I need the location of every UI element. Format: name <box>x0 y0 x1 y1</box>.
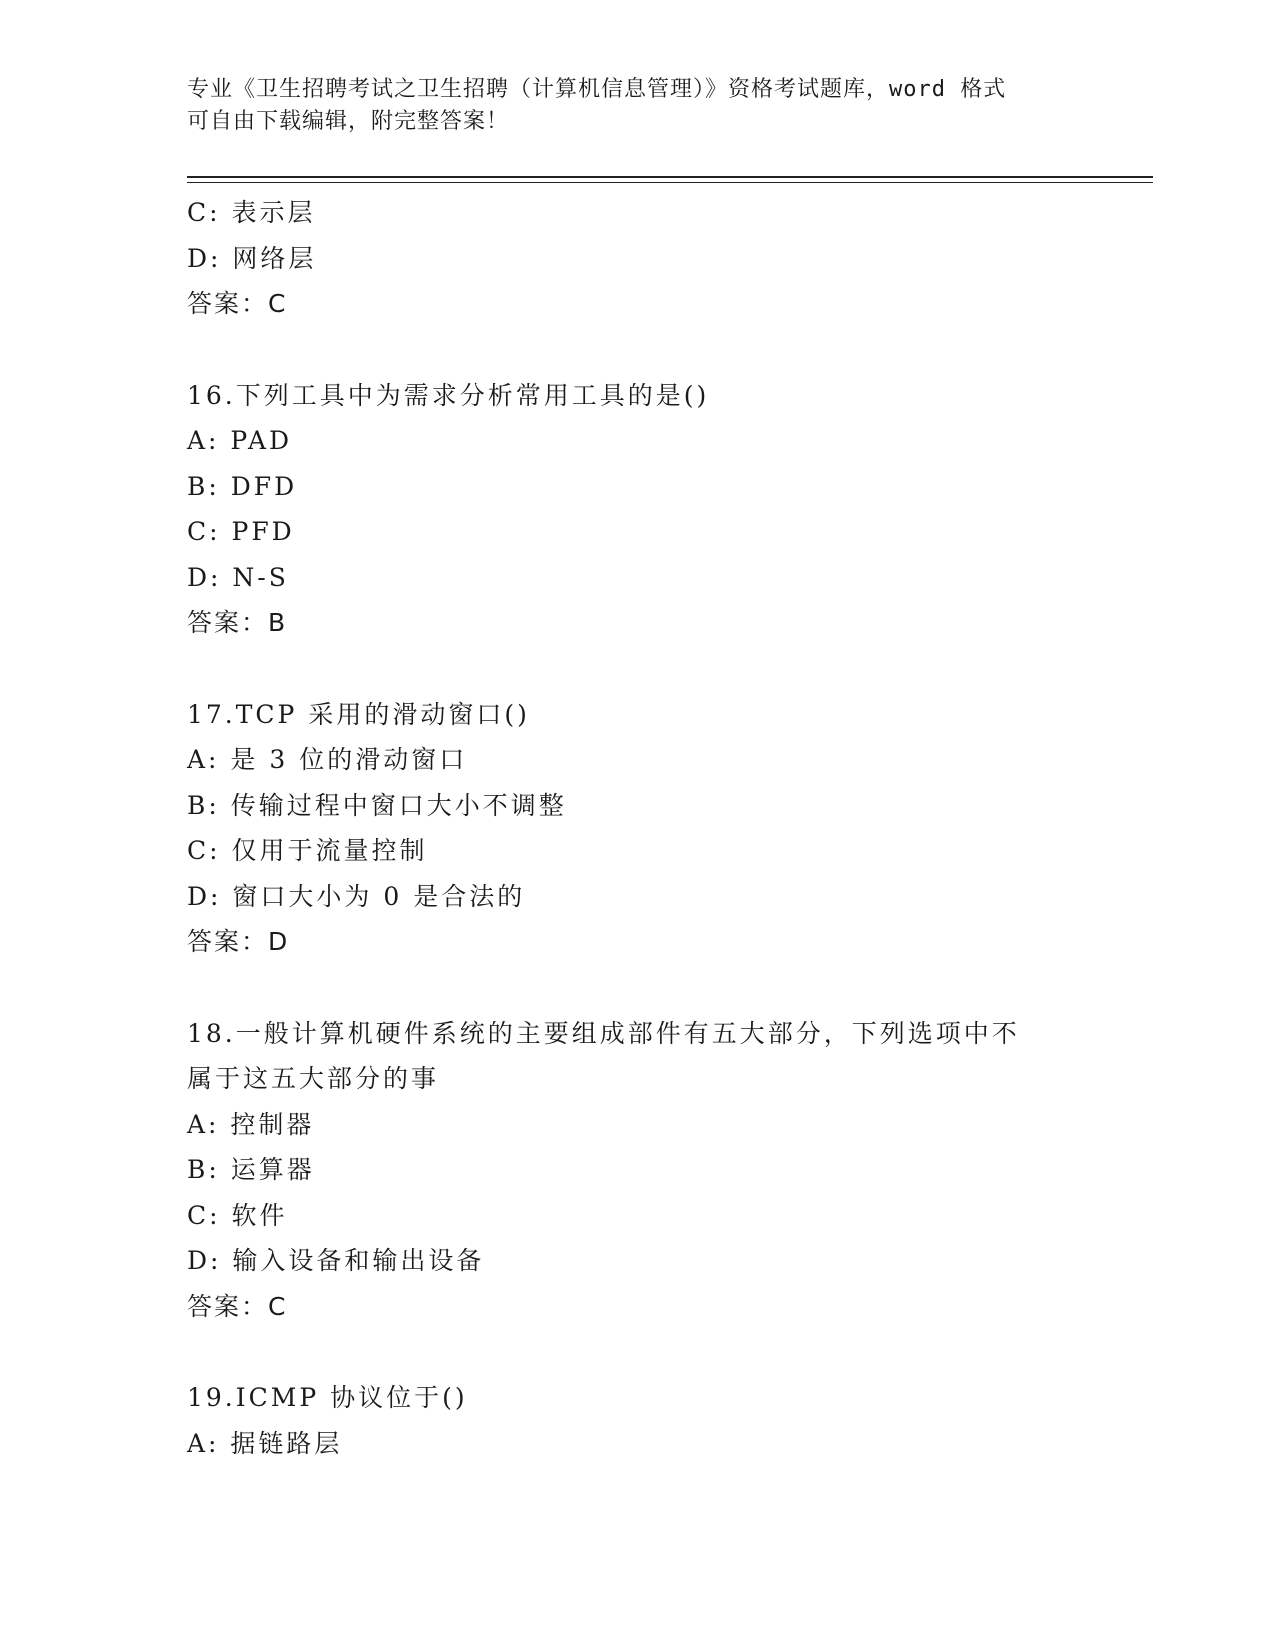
answer: 答案：C <box>187 1291 288 1321</box>
option-d: D: 窗口大小为 0 是合法的 <box>187 881 526 911</box>
question-19 <box>187 1375 1087 1466</box>
question-18 <box>187 1011 1087 1330</box>
header-rule-thin <box>187 182 1153 183</box>
option-c: C: 软件 <box>187 1200 288 1230</box>
answer: 答案：B <box>187 608 288 637</box>
option-d: D: 输入设备和输出设备 <box>187 1246 485 1275</box>
answer: 答案：D <box>187 927 290 956</box>
question-text: 18.一般计算机硬件系统的主要组成部件有五大部分，下列选项中不属于这五大部分的事 <box>187 1018 1020 1093</box>
question-17 <box>187 692 1087 965</box>
option-d: D: 网络层 <box>187 243 317 273</box>
document-header <box>187 74 1087 138</box>
option-b: B: 传输过程中窗口大小不调整 <box>187 790 567 820</box>
header-rule-thick <box>187 176 1153 178</box>
question-text: 17.TCP 采用的滑动窗口() <box>187 699 530 729</box>
question-15-continued <box>187 190 1087 327</box>
option-a: A: PAD <box>187 426 293 455</box>
option-b: B: 运算器 <box>187 1155 315 1184</box>
option-b: B: DFD <box>187 471 298 501</box>
option-a: A: 控制器 <box>187 1109 315 1139</box>
question-list <box>187 190 1087 1466</box>
option-d: D: N-S <box>187 562 289 592</box>
header-line-2: 可自由下载编辑，附完整答案！ <box>187 109 510 134</box>
question-text: 19.ICMP 协议位于() <box>187 1383 468 1412</box>
option-c: C: 表示层 <box>187 198 316 227</box>
option-c: C: 仅用于流量控制 <box>187 836 428 865</box>
header-line-1: 专业《卫生招聘考试之卫生招聘（计算机信息管理）》资格考试题库，word 格式 <box>187 77 1007 102</box>
answer: 答案：C <box>187 289 288 318</box>
option-a: A: 据链路层 <box>187 1428 343 1458</box>
question-16 <box>187 373 1087 646</box>
question-text: 16.下列工具中为需求分析常用工具的是() <box>187 380 710 410</box>
option-a: A: 是 3 位的滑动窗口 <box>187 745 468 774</box>
option-c: C: PFD <box>187 517 295 546</box>
